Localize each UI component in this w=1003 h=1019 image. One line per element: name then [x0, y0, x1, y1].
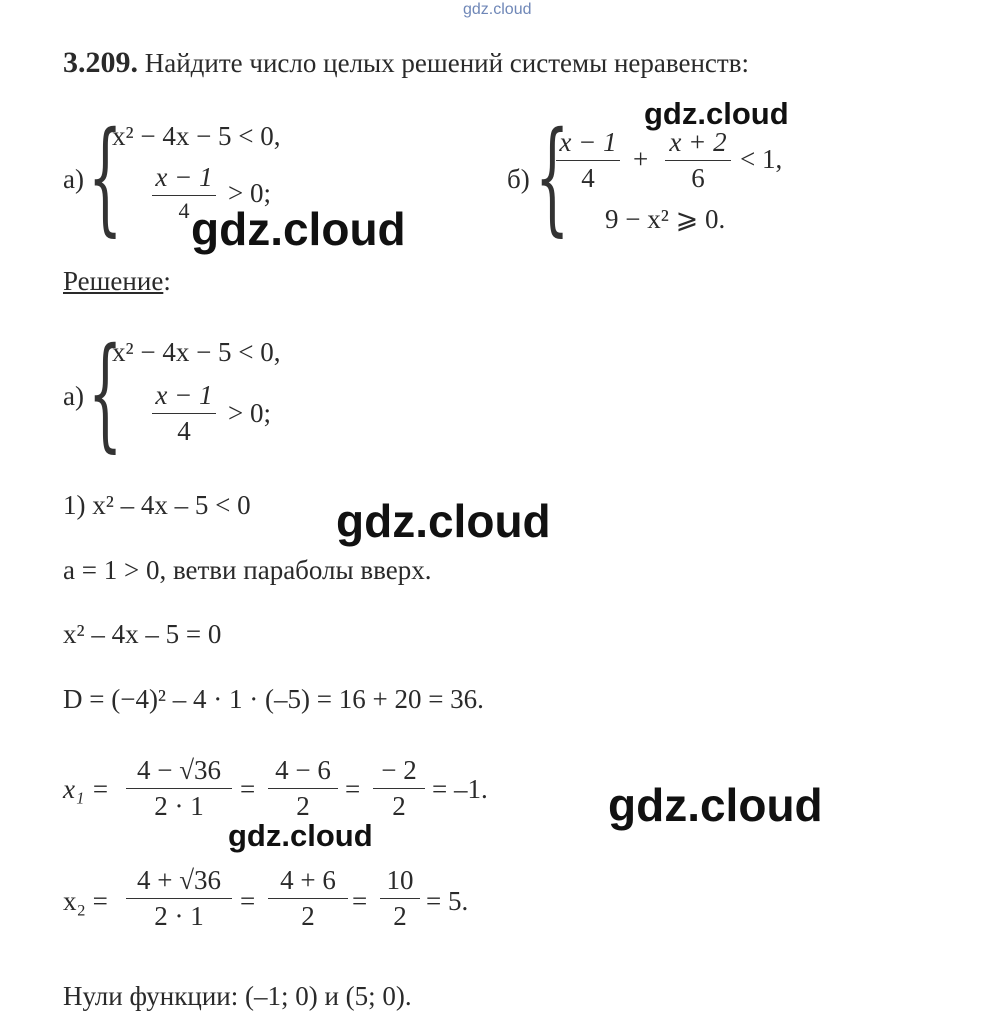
x2-fraction-3	[380, 867, 420, 930]
x2-f1-den: 2 · 1	[154, 901, 204, 931]
solution-a-label: а)	[63, 381, 84, 411]
solution-a-frac-den: 4	[177, 416, 191, 446]
x1-f3-num: − 2	[381, 755, 417, 785]
zeros-text: Нули функции: (–1; 0) и (5; 0).	[63, 981, 412, 1011]
task-a-frac-num: x − 1	[155, 162, 213, 192]
task-b-frac2-num: x + 2	[669, 127, 727, 157]
x1-f3-den: 2	[392, 791, 406, 821]
task-b-frac1-den: 4	[581, 163, 595, 193]
task-a-frac-rest: > 0;	[228, 178, 271, 208]
x2-f2-den: 2	[301, 901, 315, 931]
x1-eq-1: =	[240, 774, 256, 804]
x2-fraction-2	[268, 867, 348, 930]
watermark: gdz.cloud	[336, 495, 551, 547]
solution-heading-colon: :	[163, 266, 171, 296]
task-a-line1: x² − 4x − 5 < 0,	[112, 121, 281, 151]
x2-f1-num: 4 + √36	[136, 865, 222, 895]
x2-eq-2: =	[352, 886, 368, 916]
x2-eq-1: =	[240, 886, 256, 916]
solution-a-line1: x² − 4x − 5 < 0,	[112, 337, 281, 367]
task-a-frac-den: 4	[178, 198, 190, 223]
solution-a-brace: {	[88, 322, 123, 466]
watermark: gdz.cloud	[644, 96, 789, 131]
task-b-line2: 9 − x² ⩾ 0.	[605, 204, 726, 234]
x1-fraction-3	[373, 757, 425, 820]
x1-result: = –1.	[432, 774, 488, 804]
task-b-brace: {	[535, 106, 570, 250]
task-b-frac-rest: < 1,	[740, 144, 783, 174]
x2-f3-num: 10	[386, 865, 414, 895]
task-header	[63, 46, 749, 80]
watermark: gdz.cloud	[228, 818, 373, 853]
x1-label: x₁ =	[63, 774, 110, 804]
solution-a-frac-num: x − 1	[155, 380, 213, 410]
solution-heading	[63, 266, 171, 297]
x2-fraction-1	[126, 867, 232, 930]
task-number: 3.209.	[63, 46, 138, 79]
task-b-label: б)	[507, 164, 530, 194]
task-statement: Найдите число целых решений системы неравенств:	[144, 48, 749, 78]
task-b-plus: +	[633, 144, 649, 174]
x2-result: = 5.	[426, 886, 469, 916]
task-a-brace: {	[88, 106, 123, 250]
solution-a-fraction	[152, 382, 216, 445]
x1-eq-2: =	[345, 774, 361, 804]
task-b-frac2-den: 6	[691, 163, 705, 193]
watermark-top: gdz.cloud	[463, 1, 532, 18]
x2-label: x₂ =	[63, 886, 108, 916]
x1-fraction-2	[268, 757, 338, 820]
watermark: gdz.cloud	[608, 779, 823, 831]
equation-text: x² – 4x – 5 = 0	[63, 619, 222, 649]
x1-fraction-1	[126, 757, 232, 820]
x2-f2-num: 4 + 6	[280, 865, 336, 895]
x1-f2-num: 4 − 6	[275, 755, 331, 785]
task-b-frac1-num: x − 1	[559, 127, 617, 157]
discriminant-text: D = (−4)² – 4 · 1 · (–5) = 16 + 20 = 36.	[63, 684, 484, 714]
branches-text: a = 1 > 0, ветви параболы вверх.	[63, 555, 432, 585]
task-b-fraction2	[665, 129, 731, 192]
watermark: gdz.cloud	[191, 203, 406, 255]
task-b-fraction1	[556, 129, 620, 192]
task-a-label: а)	[63, 164, 84, 194]
solution-a-frac-rest: > 0;	[228, 398, 271, 428]
x1-f1-den: 2 · 1	[154, 791, 204, 821]
x1-f1-num: 4 − √36	[136, 755, 222, 785]
step-1: 1) x² – 4x – 5 < 0	[63, 490, 251, 520]
x2-f3-den: 2	[393, 901, 407, 931]
solution-heading-text: Решение	[63, 266, 164, 296]
x1-f2-den: 2	[296, 791, 310, 821]
